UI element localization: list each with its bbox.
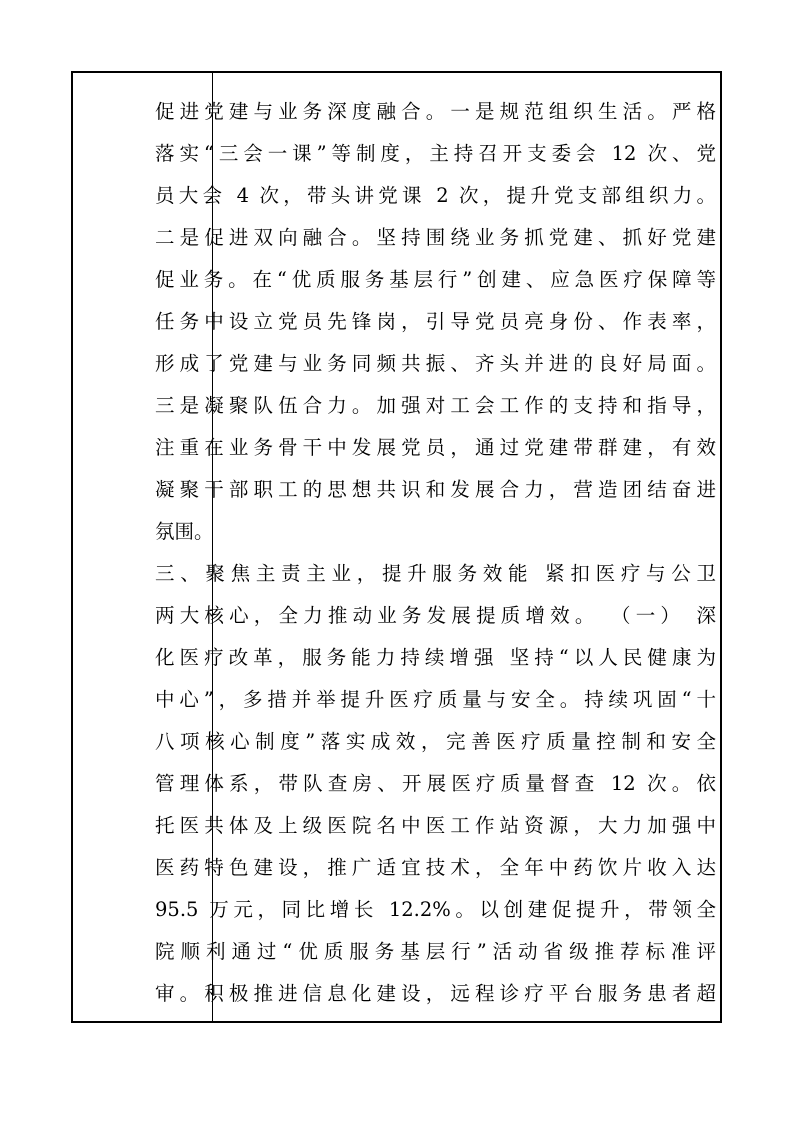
text-line: 中心”，多措并举提升医疗质量与安全。持续巩固“十: [155, 688, 716, 711]
text-line: 氛围。: [155, 520, 214, 543]
text-line: 促业务。在“优质服务基层行”创建、应急医疗保障等: [155, 268, 716, 291]
text-line: 员大会 4 次，带头讲党课 2 次，提升党支部组织力。: [155, 184, 716, 207]
text-line: 注重在业务骨干中发展党员，通过党建带群建，有效: [155, 436, 716, 459]
text-line: 两大核心，全力推动业务发展提质增效。 （一） 深: [155, 604, 716, 627]
text-line: 医药特色建设，推广适宜技术，全年中药饮片收入达: [155, 856, 716, 879]
text-line: 八项核心制度”落实成效，完善医疗质量控制和安全: [155, 730, 716, 753]
text-line: 95.5 万元，同比增长 12.2%。以创建促提升，带领全: [155, 898, 716, 921]
text-line: 落实“三会一课”等制度，主持召开支委会 12 次、党: [155, 142, 716, 165]
text-line: 三是凝聚队伍合力。加强对工会工作的支持和指导，: [155, 394, 716, 417]
text-line: 二是促进双向融合。坚持围绕业务抓党建、抓好党建: [155, 226, 716, 249]
text-line: 凝聚干部职工的思想共识和发展合力，营造团结奋进: [155, 478, 716, 501]
section-heading-line: 三、聚焦主责主业，提升服务效能 紧扣医疗与公卫: [155, 562, 716, 585]
text-line: 化医疗改革，服务能力持续增强 坚持“以人民健康为: [155, 646, 716, 669]
text-line: 审。积极推进信息化建设，远程诊疗平台服务患者超: [155, 982, 716, 1005]
text-line: 形成了党建与业务同频共振、齐头并进的良好局面。: [155, 352, 716, 375]
text-line: 任务中设立党员先锋岗，引导党员亮身份、作表率，: [155, 310, 716, 333]
text-line: 托医共体及上级医院名中医工作站资源，大力加强中: [155, 814, 716, 837]
text-line: 管理体系，带队查房、开展医疗质量督查 12 次。依: [155, 772, 716, 795]
text-line: 促进党建与业务深度融合。一是规范组织生活。严格: [155, 100, 716, 123]
text-line: 院顺利通过“优质服务基层行”活动省级推荐标准评: [155, 940, 716, 963]
